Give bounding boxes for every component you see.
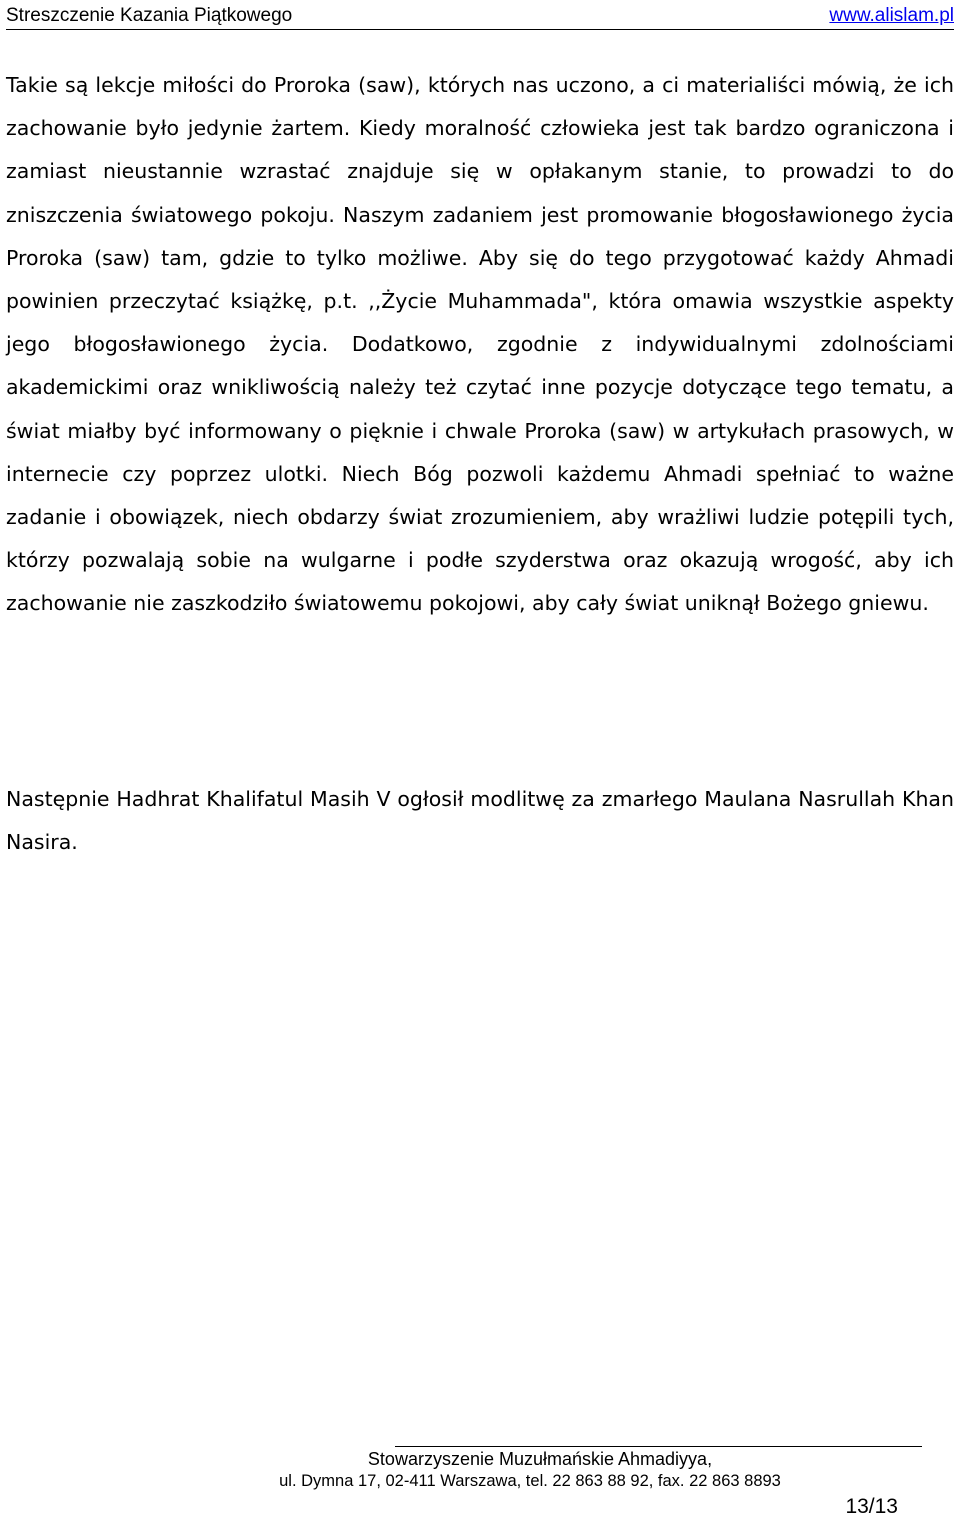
page-number: 13/13 [845, 1495, 898, 1518]
footer-address: ul. Dymna 17, 02-411 Warszawa, tel. 22 863 88 92, fax. 22 863 8893 [279, 1472, 781, 1490]
body-paragraph-1: Takie są lekcje miłości do Proroka (saw), których nas uczono, a ci materialiści mówią, że ich zachowanie było jedynie żartem. Kiedy moralność człowieka jest tak bardzo ograniczona i zamiast nieustannie wzrastać znajduje się w opłakanym stanie, to prowadzi to do zniszczenia światowego pokoju. Naszym zadaniem jest promowanie błogosławionego życia Proroka (saw) tam, gdzie to tylko możliwe. Aby się do tego przygotować każdy Ahmadi powinien przeczytać książkę, p.t. ,,Życie Muhammada", która omawia wszystkie aspekty jego błogosławionego życia. Dodatkowo, zgodnie z indywidualnymi zdolnościami akademickimi oraz wnikliwością należy też czytać inne pozycje dotyczące tego tematu, a świat miałby być informowany o pięknie i chwale Proroka (saw) w artykułach prasowych, w internecie czy poprzez ulotki. Niech Bóg pozwoli każdemu Ahmadi spełniać to ważne zadanie i obowiązek, niech obdarzy świat zrozumieniem, aby wrażliwi ludzie potępili tych, którzy pozwalają sobie na wulgarne i podłe szyderstwa oraz okazują wrogość, aby ich zachowanie nie zaszkodziło światowemu pokojowi, aby cały świat uniknął Bożego gniewu. [6, 73, 954, 616]
document-title: Streszczenie Kazania Piątkowego [6, 5, 293, 26]
website-link[interactable]: www.alislam.pl [829, 5, 954, 26]
footer-divider [395, 1446, 922, 1447]
body-paragraph-2: Następnie Hadhrat Khalifatul Masih V ogłosił modlitwę za zmarłego Maulana Nasrullah Khan Nasira. [6, 787, 954, 855]
footer-organization: Stowarzyszenie Muzułmańskie Ahmadiyya, [367, 1449, 713, 1469]
page-header [6, 3, 954, 30]
